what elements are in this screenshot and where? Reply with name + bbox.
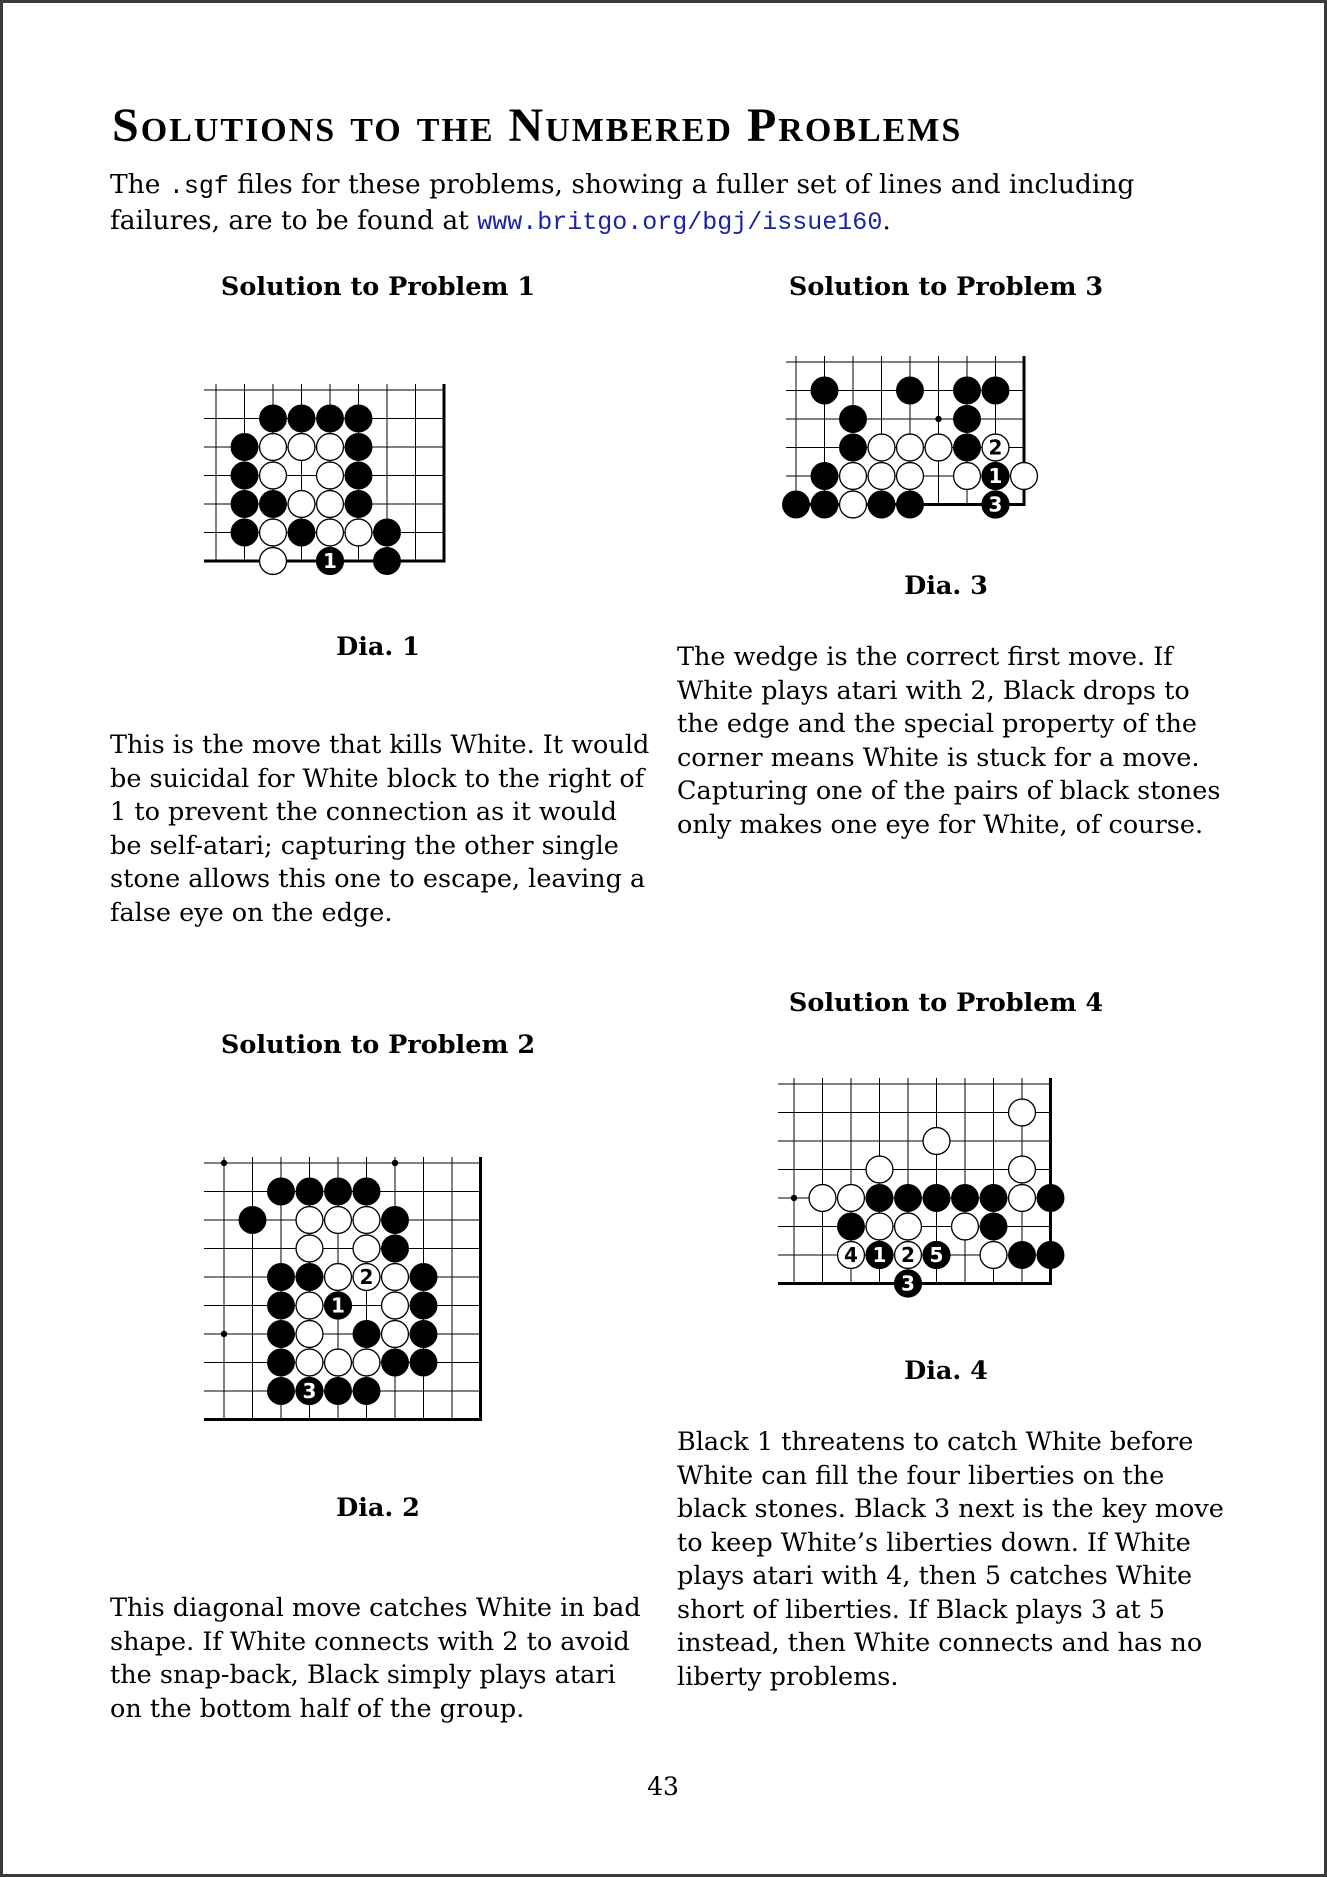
white-stone xyxy=(296,1207,323,1234)
white-stone xyxy=(1009,1185,1036,1212)
black-stone xyxy=(1037,1185,1064,1212)
black-stone xyxy=(268,1178,295,1205)
text-problem-3: The wedge is the correct first move. If White plays atari with 2, Black drops to the edge and the special property of the corner means White is stuck for a move. Capturing one of the pairs of black stones only makes one eye for White, of course. xyxy=(677,642,1221,840)
white-stone xyxy=(353,1349,380,1376)
black-stone xyxy=(317,405,344,432)
intro-text-end: . xyxy=(882,205,891,236)
white-stone xyxy=(866,1156,893,1183)
intro-text: The xyxy=(110,169,169,200)
white-stone xyxy=(317,462,344,489)
black-stone xyxy=(410,1321,437,1348)
caption-dia-4: Dia. 4 xyxy=(904,1356,988,1386)
black-stone xyxy=(954,406,981,433)
black-stone xyxy=(345,434,372,461)
move-number: 1 xyxy=(331,1293,345,1318)
white-stone xyxy=(325,1349,352,1376)
white-stone xyxy=(296,1321,323,1348)
heading-problem-4: Solution to Problem 4 xyxy=(788,988,1104,1018)
white-stone xyxy=(868,463,895,490)
move-number: 5 xyxy=(929,1243,944,1267)
black-stone xyxy=(783,491,810,518)
move-number: 4 xyxy=(844,1243,858,1267)
go-diagram-3 xyxy=(780,352,1110,572)
black-stone xyxy=(260,491,287,518)
black-stone xyxy=(382,1207,409,1234)
text-problem-4: Black 1 threatens to catch White before White can fill the four liberties on the black stones. Black 3 next is the key move to keep White’s liberties down. If White plays atari with 4, then 5 catches White short of liberties. If Black plays 3 at 5 instead, then White connects and has no liberty problems. xyxy=(677,1427,1224,1692)
black-stone xyxy=(231,434,258,461)
black-stone xyxy=(838,1213,865,1240)
star-point xyxy=(791,1195,797,1201)
white-stone xyxy=(840,491,867,518)
white-stone xyxy=(296,1235,323,1262)
black-stone xyxy=(268,1292,295,1319)
star-point xyxy=(392,1160,398,1166)
page-number: 43 xyxy=(647,1772,679,1801)
black-stone xyxy=(288,519,315,546)
black-stone xyxy=(954,377,981,404)
black-stone xyxy=(374,548,401,575)
star-point xyxy=(221,1331,227,1337)
black-stone xyxy=(980,1185,1007,1212)
black-stone xyxy=(231,519,258,546)
intro-text-continued: files for these problems, showing a fuller set of lines and including failures, are to be found at xyxy=(110,169,1135,236)
black-stone xyxy=(866,1185,893,1212)
white-stone xyxy=(809,1185,836,1212)
heading-problem-1: Solution to Problem 1 xyxy=(220,272,536,302)
text-problem-2: This diagonal move catches White in bad shape. If White connects with 2 to avoid the snap-back, Black simply plays atari on the bottom half of the group. xyxy=(110,1593,641,1724)
caption-dia-3: Dia. 3 xyxy=(904,571,988,601)
black-stone xyxy=(982,377,1009,404)
black-stone xyxy=(325,1378,352,1405)
white-stone xyxy=(866,1213,893,1240)
white-stone xyxy=(260,519,287,546)
black-stone xyxy=(923,1185,950,1212)
black-stone xyxy=(268,1378,295,1405)
white-stone xyxy=(288,434,315,461)
move-number: 3 xyxy=(988,492,1003,517)
black-stone xyxy=(268,1264,295,1291)
white-stone xyxy=(382,1292,409,1319)
white-stone xyxy=(296,1292,323,1319)
black-stone xyxy=(353,1178,380,1205)
black-stone xyxy=(296,1264,323,1291)
move-number: 1 xyxy=(988,464,1003,488)
sgf-code: .sgf xyxy=(168,172,229,201)
black-stone xyxy=(895,1185,922,1212)
white-stone xyxy=(353,1207,380,1234)
move-number: 2 xyxy=(988,435,1003,460)
go-diagram-2 xyxy=(184,1125,554,1475)
black-stone xyxy=(897,377,924,404)
white-stone xyxy=(382,1264,409,1291)
white-stone xyxy=(897,463,924,490)
black-stone xyxy=(868,491,895,518)
black-stone xyxy=(268,1349,295,1376)
black-stone xyxy=(952,1185,979,1212)
white-stone xyxy=(288,491,315,518)
move-number: 3 xyxy=(901,1271,915,1296)
white-stone xyxy=(260,548,287,575)
black-stone xyxy=(840,434,867,461)
white-stone xyxy=(840,463,867,490)
white-stone xyxy=(317,491,344,518)
white-stone xyxy=(260,462,287,489)
black-stone xyxy=(897,491,924,518)
black-stone xyxy=(1009,1242,1036,1269)
page-title: Solutions to the Numbered Problems xyxy=(112,99,963,152)
heading-problem-3: Solution to Problem 3 xyxy=(788,272,1104,302)
white-stone xyxy=(868,434,895,461)
intro-paragraph xyxy=(110,168,1230,240)
black-stone xyxy=(288,405,315,432)
black-stone xyxy=(410,1264,437,1291)
white-stone xyxy=(925,434,952,461)
black-stone xyxy=(1037,1242,1064,1269)
black-stone xyxy=(345,462,372,489)
white-stone xyxy=(260,434,287,461)
white-stone xyxy=(296,1349,323,1376)
move-number: 2 xyxy=(901,1243,915,1267)
white-stone xyxy=(1009,1156,1036,1183)
black-stone xyxy=(811,491,838,518)
caption-dia-1: Dia. 1 xyxy=(336,632,420,662)
black-stone xyxy=(410,1349,437,1376)
black-stone xyxy=(954,434,981,461)
black-stone xyxy=(353,1378,380,1405)
move-number: 1 xyxy=(872,1243,887,1267)
black-stone xyxy=(811,377,838,404)
black-stone xyxy=(382,1235,409,1262)
white-stone xyxy=(325,1207,352,1234)
black-stone xyxy=(260,405,287,432)
black-stone xyxy=(231,462,258,489)
white-stone xyxy=(980,1242,1007,1269)
move-number: 1 xyxy=(323,549,337,573)
black-stone xyxy=(811,463,838,490)
black-stone xyxy=(374,519,401,546)
go-diagram-4 xyxy=(766,1072,1106,1352)
heading-problem-2: Solution to Problem 2 xyxy=(220,1030,536,1060)
black-stone xyxy=(239,1207,266,1234)
black-stone xyxy=(296,1178,323,1205)
white-stone xyxy=(325,1264,352,1291)
issue-link[interactable]: www.britgo.org/bgj/issue160 xyxy=(477,208,883,237)
black-stone xyxy=(382,1349,409,1376)
white-stone xyxy=(838,1185,865,1212)
white-stone xyxy=(382,1321,409,1348)
star-point xyxy=(935,416,941,422)
white-stone xyxy=(353,1235,380,1262)
white-stone xyxy=(954,463,981,490)
go-diagram-1 xyxy=(184,380,534,630)
black-stone xyxy=(231,491,258,518)
white-stone xyxy=(952,1213,979,1240)
white-stone xyxy=(1009,1099,1036,1126)
white-stone xyxy=(345,519,372,546)
white-stone xyxy=(317,434,344,461)
white-stone xyxy=(897,434,924,461)
text-problem-1: This is the move that kills White. It would be suicidal for White block to the right of 1 to prevent the connection as it would be self-atari; capturing the other single stone allows this one to escape, leaving a false eye on the edge. xyxy=(110,730,650,928)
black-stone xyxy=(268,1321,295,1348)
black-stone xyxy=(353,1321,380,1348)
move-number: 2 xyxy=(359,1265,374,1289)
white-stone xyxy=(317,519,344,546)
star-point xyxy=(221,1160,227,1166)
white-stone xyxy=(1011,463,1038,490)
black-stone xyxy=(345,491,372,518)
black-stone xyxy=(840,406,867,433)
black-stone xyxy=(980,1213,1007,1240)
move-number: 3 xyxy=(302,1379,317,1403)
black-stone xyxy=(345,405,372,432)
black-stone xyxy=(410,1292,437,1319)
white-stone xyxy=(923,1128,950,1155)
black-stone xyxy=(325,1178,352,1205)
caption-dia-2: Dia. 2 xyxy=(336,1493,420,1523)
white-stone xyxy=(895,1213,922,1240)
